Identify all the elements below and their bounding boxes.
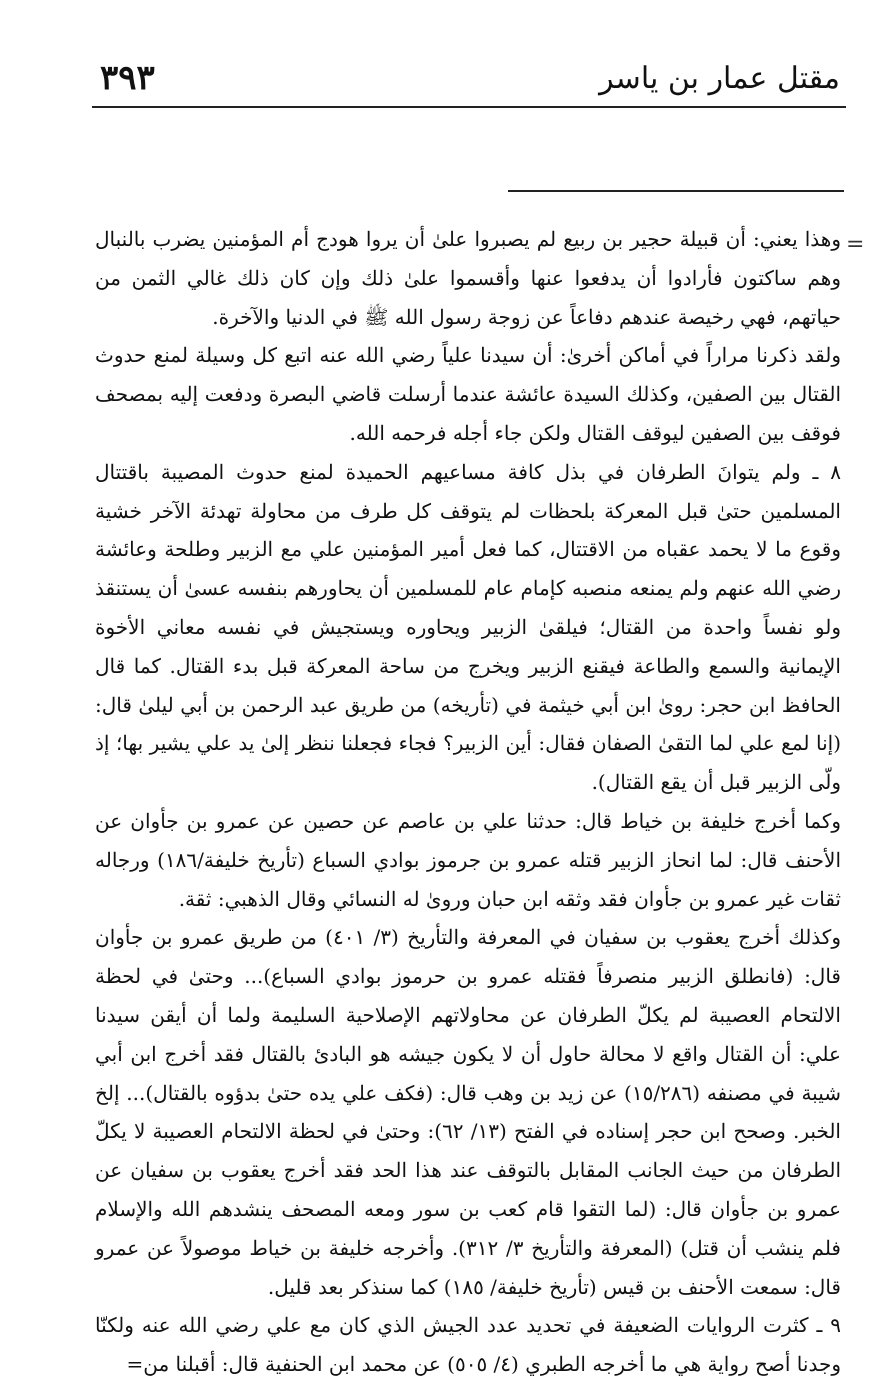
- footnote-separator-rule: [508, 190, 844, 192]
- footnote-body: [95, 220, 841, 1384]
- footnote-paragraph-4: وكما أخرج خليفة بن خياط قال: حدثنا علي بن عاصم عن حصين عن عمرو بن جأوان عن الأحنف قال: لما انحاز الزبير قتله عمرو بن جرموز بوادي السباع (تأريخ خليفة/١٨٦) ورجاله ثقات غير عمرو بن جأوان فقد وثقه ابن حبان وروىٰ له النسائي وقال الذهبي: ثقة.: [95, 808, 842, 911]
- footnote-continuation-mark: =: [846, 232, 865, 257]
- footnote-paragraph-1: وهذا يعني: أن قبيلة حجير بن ربيع لم يصبروا علىٰ أن يروا هودج أم المؤمنين يضرب بالنبال وهم ساكتون فأرادوا أن يدفعوا عنها وأقسموا علىٰ ذلك وإن كان ذلك غالي الثمن من حياتهم، فهي رخيصة عندهم دفاعاً عن زوجة رسول الله ﷺ في الدنيا والآخرة.: [95, 227, 841, 329]
- running-title: مقتل عمار بن ياسر: [599, 61, 840, 96]
- header-rule: [92, 106, 846, 108]
- footnote-trailing-mark: =: [126, 1352, 144, 1377]
- footnote-paragraph-2: ولقد ذكرنا مراراً في أماكن أخرىٰ: أن سيدنا علياً رضي الله عنه اتبع كل وسيلة لمنع حدوث القتال بين الصفين، وكذلك السيدة عائشة عندما أرسلت قاضي البصرة ودفعت إليه بمصحف فوقف بين الصفين ليوقف القتال ولكن جاء أجله فرحمه الله.: [95, 343, 841, 445]
- footnote-paragraph-6-text: ٩ ـ كثرت الروايات الضعيفة في تحديد عدد الجيش الذي كان مع علي رضي الله عنه ولكنّا وجدنا أصح رواية هي ما أخرجه الطبري (٤/ ٥٠٥) عن محمد ابن الحنفية قال: أقبلنا من: [95, 1313, 841, 1377]
- page-number: ٣٩٣: [100, 58, 155, 98]
- page-header: [92, 58, 846, 108]
- footnote-paragraph-6: [95, 1306, 841, 1384]
- footnote-paragraph-3: ٨ ـ ولم يتوانَ الطرفان في بذل كافة مساعيهم الحميدة لمنع حدوث المصيبة باقتتال المسلمين حتىٰ قبل المعركة بلحظات لم يتوقف كل طرف من محاولة تهدئة الآخر خشية وقوع ما لا يحمد عقباه من الاقتتال، كما فعل أمير المؤمنين علي مع الزبير وطلحة وعائشة رضي الله عنهم ولم يمنعه منصبه كإمام عام للمسلمين أن يحاورهم بنفسه عسىٰ أن يستنقذ ولو نفساً واحدة من القتال؛ فيلقىٰ الزبير ويحاوره ويستجيش في نفسه معاني الأخوة الإيمانية والسمع والطاعة فيقنع الزبير ويخرج من ساحة المعركة قبل بدء القتال. كما قال الحافظ ابن حجر: روىٰ ابن أبي خيثمة في (تأريخه) من طريق عبد الرحمن بن أبي ليلىٰ قال: (إنا لمع علي لما التقىٰ الصفان فقال: أين الزبير؟ فجاء فجعلنا ننظر إلىٰ يد علي يشير بها؛ إذ ولّى الزبير قبل أن يقع القتال).: [95, 459, 841, 795]
- footnote-paragraph-5: وكذلك أخرج يعقوب بن سفيان في المعرفة والتأريخ (٣/ ٤٠١) من طريق عمرو بن جأوان قال: (فانطلق الزبير منصرفاً فقتله عمرو بن حرموز بوادي السباع)... وحتىٰ في لحظة الالتحام العصيبة لم يكلّ الطرفان عن محاولاتهم الإصلاحية السليمة ولما أن أيقن سيدنا علي: أن القتال واقع لا محالة حاول أن لا يكون جيشه هو البادئ بالقتال فقد أخرج ابن أبي شيبة في مصنفه (١٥/٢٨٦) عن زيد بن وهب قال: (فكف علي يده حتىٰ بدؤوه بالقتال)... إلخ الخبر. وصحح ابن حجر إسناده في الفتح (١٣/ ٦٢): وحتىٰ في لحظة الالتحام العصيبة لا يكلّ الطرفان من حيث الجانب المقابل بالتوقف عند هذا الحد فقد أخرج يعقوب بن سفيان عن عمرو بن جأوان قال: (لما التقوا قام كعب بن سور ومعه المصحف ينشدهم الله والإسلام فلم ينشب أن قتل) (المعرفة والتأريخ ٣/ ٣١٢). وأخرجه خليفة بن خياط موصولاً عن عمرو قال: سمعت الأحنف بن قيس (تأريخ خليفة/ ١٨٥) كما سنذكر بعد قليل.: [95, 925, 842, 1299]
